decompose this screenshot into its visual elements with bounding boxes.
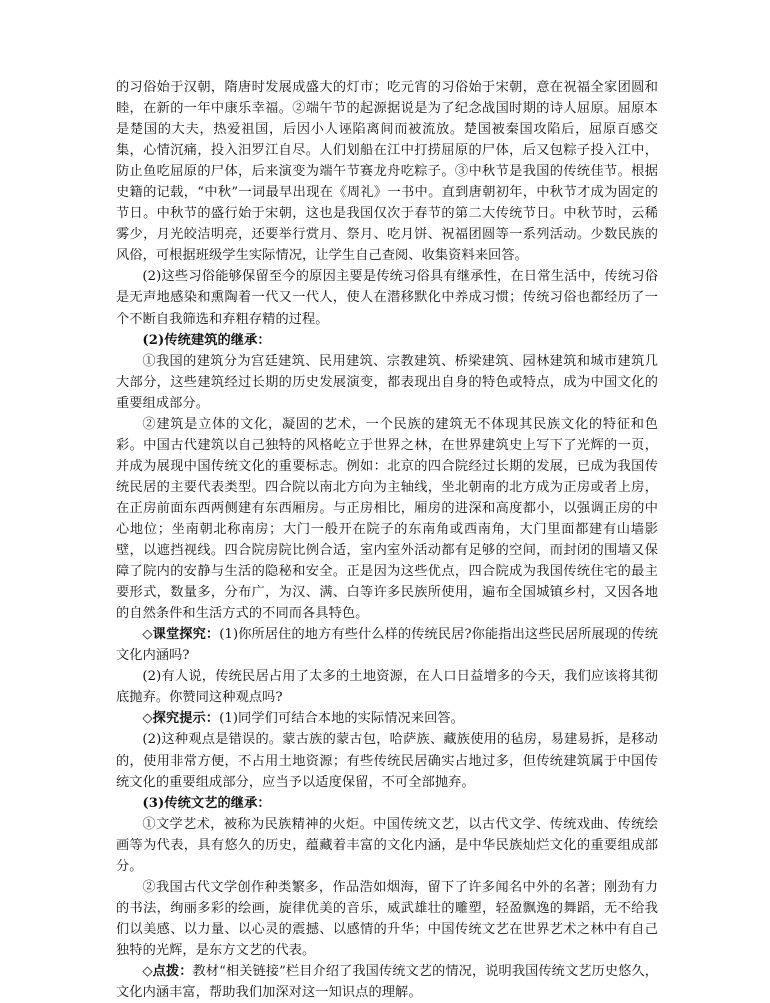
paragraph-custom-reasons: (2)这些习俗能够保留至今的原因主要是传统习俗具有继承性，在日常生活中，传统习俗是无声地感染和熏陶着一代又一代人，使人在潜移默化中养成习惯；传统习俗也都经历了一个不断自我筛选和弃粗存精的过程。	[116, 269, 658, 327]
label-class-inquiry: ◇课堂探究：	[142, 627, 220, 643]
paragraph-siheyuan: ②建筑是立体的文化，凝固的艺术，一个民族的建筑无不体现其民族文化的特征和色彩。中国古代建筑以自己独特的风格屹立于世界之林，在世界建筑史上写下了光辉的一页，并成为展现中国传统文化的重要标志。例如：北京的四合院经过长期的发展，已成为我国传统民居的主要代表类型。四合院以南北方向为主轴线，坐北朝南的北方成为正房或者上房，在正房前面东西两侧建有东西厢房。与正房相比，厢房的进深和高度都小，以强调正房的中心地位；坐南朝北称南房；大门一般开在院子的东南角或西南角，大门里面都建有山墙影壁，以遮挡视线。四合院房院比例合适，室内室外活动都有足够的空间，而封闭的围墙又保障了院内的安静与生活的隐秘和安全。正是因为这些优点，四合院成为我国传统住宅的最主要形式，数量多，分布广，为汉、满、白等许多民族所使用，遍布全国城镇乡村，又因各地的自然条件和生活方式的不同而各具特色。	[116, 416, 658, 622]
section-heading-arts: (3)传统文艺的继承：	[142, 795, 271, 811]
label-inquiry-hint: ◇探究提示：	[142, 711, 220, 727]
paragraph-hint-answer-2: (2)这种观点是错误的。蒙古族的蒙古包，哈萨族、藏族使用的毡房，易建易拆，是移动的，使用非常方便，不占用土地资源；有些传统民居确实占地过多，但传统建筑属于中国传统文化的重要组成部分，应当予以适度保留，不可全部抛弃。	[116, 732, 658, 790]
document-body	[116, 77, 658, 1003]
class-inquiry-text: (1)你所居住的地方有些什么样的传统民居?你能指出这些民居所展现的传统文化内涵吗?	[116, 627, 659, 664]
paragraph-class-inquiry	[116, 624, 658, 666]
section-heading-architecture: (2)传统建筑的继承：	[142, 332, 271, 348]
paragraph-ancient-literature: ②我国古代文学创作种类繁多，作品浩如烟海，留下了许多闻名中外的名著；刚劲有力的书法，绚丽多彩的绘画，旋律优美的音乐，威武雄壮的雕塑，轻盈飘逸的舞蹈，无不给我们以美感、以力量、以心灵的震撼、以感情的升华；中国传统文艺在世界艺术之林中有自己独特的光辉，是东方文艺的代表。	[116, 879, 658, 958]
paragraph-tip	[116, 961, 658, 1003]
label-tip: ◇点拨：	[142, 963, 193, 979]
paragraph-festivals: 的习俗始于汉朝，隋唐时发展成盛大的灯市；吃元宵的习俗始于宋朝，意在祝福全家团圆和睦，在新的一年中康乐幸福。②端午节的起源据说是为了纪念战国时期的诗人屈原。屈原本是楚国的大夫，热爱祖国，后因小人诬陷离间而被流放。楚国被秦国攻陷后，屈原百感交集，心情沉痛，投入汨罗江自尽。人们划船在江中打捞屈原的尸体，后又包粽子投入江中，防止鱼吃屈原的尸体，后来演变为端午节赛龙舟吃粽子。③中秋节是我国的传统佳节。根据史籍的记载，“中秋”一词最早出现在《周礼》一书中。直到唐朝初年，中秋节才成为固定的节日。中秋节的盛行始于宋朝，这也是我国仅次于春节的第二大传统节日。中秋节时，云稀雾少，月光皎洁明亮，还要举行赏月、祭月、吃月饼、祝福团圆等一系列活动。少数民族的风俗，可根据班级学生实际情况，让学生自己查阅、收集资料来回答。	[116, 80, 658, 264]
tip-text: 教材“相关链接”栏目介绍了我国传统文艺的情况，说明我国传统文艺历史悠久，文化内涵丰富，帮助我们加深对这一知识点的理解。	[116, 963, 658, 1001]
paragraph-inquiry-hint	[116, 708, 658, 729]
paragraph-inquiry-question-2: (2)有人说，传统民居占用了太多的土地资源，在人口日益增多的今天，我们应该将其彻底抛弃。你赞同这种观点吗?	[116, 669, 658, 706]
paragraph-architecture-types: ①我国的建筑分为宫廷建筑、民用建筑、宗教建筑、桥梁建筑、园林建筑和城市建筑几大部分，这些建筑经过长期的历史发展演变，都表现出自身的特色或特点，成为中国文化的重要组成部分。	[116, 353, 658, 411]
paragraph-literature-arts: ①文学艺术，被称为民族精神的火炬。中国传统文艺，以古代文学、传统戏曲、传统绘画等为代表，具有悠久的历史，蕴藏着丰富的文化内涵，是中华民族灿烂文化的重要组成部分。	[116, 816, 658, 874]
inquiry-hint-text: (1)同学们可结合本地的实际情况来回答。	[219, 711, 464, 727]
